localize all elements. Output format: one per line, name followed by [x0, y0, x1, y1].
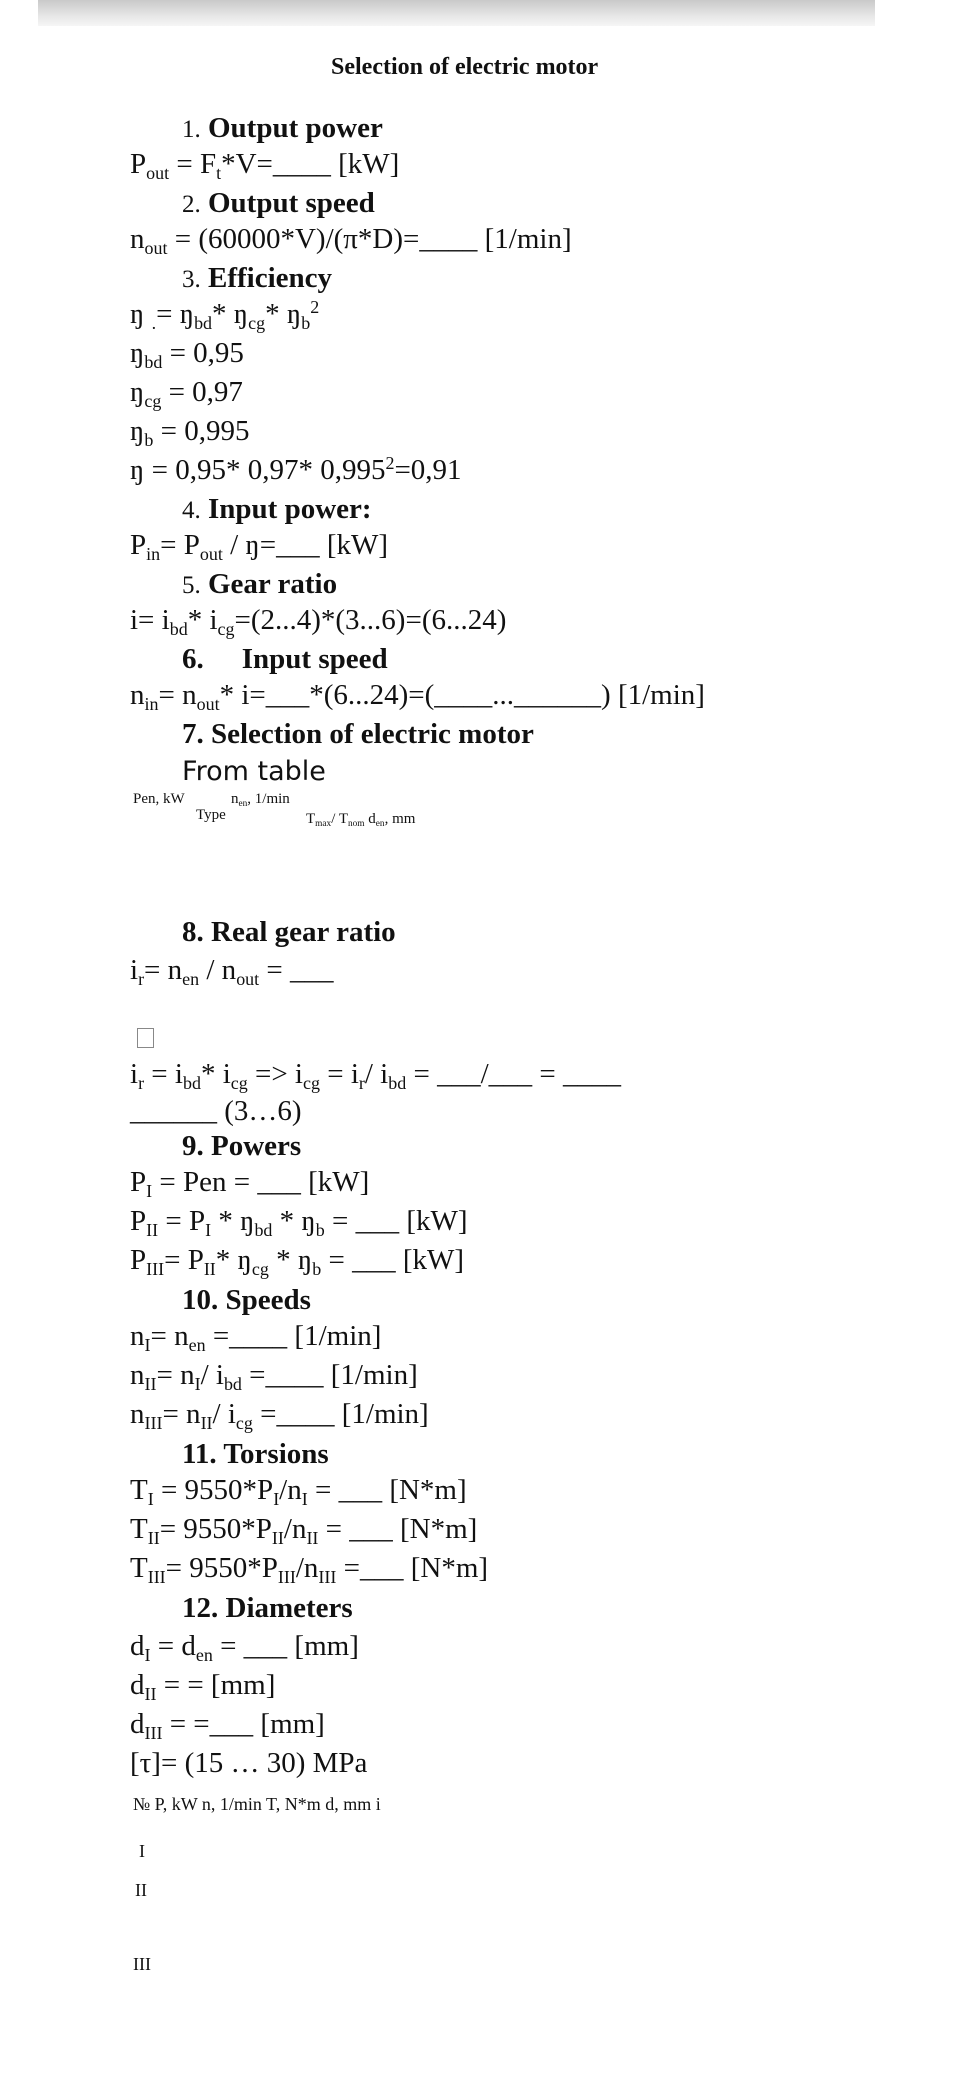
eq-output-power: $P_{out}$ = $F_t*V=\_\_\_\_$ [kW]	[130, 148, 400, 183]
eq-torsion-1: $T_I = 9550*P_I/n_I$ = ___ [N*m]	[130, 1474, 467, 1509]
eq-efficiency-b: $ŋ_b = 0,995$	[130, 415, 250, 450]
final-table-row: II	[135, 1880, 147, 1900]
eq-efficiency-result: ŋ = 0,95* 0,97* $0,995^2=0,91$	[130, 453, 462, 486]
eq-power-1: $P_I$ = Pen = ___ [kW]	[130, 1166, 370, 1201]
eq-efficiency-bd: $ŋ_{bd} = 0,95$	[130, 337, 244, 372]
eq-output-speed: $n_{out}$ = (60000*V)/(π*D)=____ [1/min]	[130, 223, 572, 258]
eq-input-speed: $n_{in}= n_{out}*$ i=___*(6...24)=(____...______) [1/min]	[130, 679, 705, 714]
heading-input-power: 4. Input power:	[182, 493, 372, 525]
heading-speeds: 10. Speeds	[182, 1284, 311, 1316]
eq-diameter-2: $d_{II}$ = = [mm]	[130, 1669, 276, 1704]
from-table-label: From table	[182, 756, 326, 787]
eq-allowable-stress: [τ]= (15 … 30) MPa	[130, 1747, 368, 1779]
checkbox[interactable]	[137, 1028, 154, 1048]
eq-input-power: $P_{in}= P_{out}$ / ŋ=___ [kW]	[130, 529, 389, 564]
heading-diameters: 12. Diameters	[182, 1592, 353, 1624]
eq-power-2: $P_{II} = P_I$ * $ŋ_{bd}$ * $ŋ_b$ = ___ [kW]	[130, 1205, 468, 1240]
final-table-header: № P, kW n, 1/min T, N*m d, mm i	[133, 1794, 381, 1814]
eq-diameter-1: $d_I = d_{en}$ = ___ [mm]	[130, 1630, 359, 1665]
heading-output-power: 1. Output power	[182, 112, 383, 144]
final-table-row: I	[139, 1841, 145, 1861]
heading-torsions: 11. Torsions	[182, 1438, 329, 1470]
page-title: Selection of electric motor	[331, 54, 599, 80]
eq-efficiency-total: ŋ $_.= ŋ_{bd}*$ $ŋ_{cg}*$ $ŋ_b^2$	[130, 297, 320, 333]
eq-cg-ratio: $i_r = i_{bd}*$ $i_{cg} => i_{cg} = i_r/$ $i_{bd}$ = ___/___ = ____	[130, 1058, 621, 1093]
top-shadow-bar	[38, 0, 875, 26]
eq-speed-2: $n_{II}= n_I/$ $i_{bd}$ =____ [1/min]	[130, 1359, 418, 1394]
heading-input-speed: 6. Input speed	[182, 643, 388, 675]
eq-efficiency-cg: $ŋ_{cg} = 0,97$	[130, 376, 243, 411]
table-header-nen: $n_{en}$, 1/min	[231, 791, 290, 809]
eq-power-3: $P_{III}= P_{II}*$ $ŋ_{cg}$ * $ŋ_b$ = ___ [kW]	[130, 1244, 465, 1279]
table-header-type: Type	[196, 807, 226, 823]
heading-real-gear-ratio: 8. Real gear ratio	[182, 916, 396, 948]
eq-torsion-3: $T_{III}= 9550*P_{III}/n_{III}$ =___ [N*m]	[130, 1552, 489, 1587]
final-table-row: III	[133, 1954, 151, 1974]
eq-diameter-3: $d_{III}$ = =___ [mm]	[130, 1708, 325, 1743]
table-header-tmax: $T_{max}/$ $T_{nom}$ $d_{en}$, mm	[306, 811, 416, 829]
eq-speed-1: $n_I= n_{en}$ =____ [1/min]	[130, 1320, 382, 1355]
heading-gear-ratio: 5. Gear ratio	[182, 568, 338, 600]
eq-gear-ratio: $i= i_{bd}*$ $i_{cg}=(2...4)*(3...6)=(6...24)$	[130, 604, 507, 639]
eq-speed-3: $n_{III}= n_{II}/$ $i_{cg}$ =____ [1/min]	[130, 1398, 429, 1433]
table-header-pen: Pen, kW	[133, 791, 185, 807]
heading-powers: 9. Powers	[182, 1130, 302, 1162]
eq-real-gear-ratio: $i_r= n_{en} / n_{out}$ = ___	[130, 954, 334, 989]
heading-output-speed: 2. Output speed	[182, 187, 375, 219]
eq-torsion-2: $T_{II}= 9550*P_{II}/n_{II}$ = ___ [N*m]	[130, 1513, 478, 1548]
heading-efficiency: 3. Efficiency	[182, 262, 333, 294]
heading-selection-motor: 7. Selection of electric motor	[182, 718, 534, 750]
eq-cg-range: ______ (3…6)	[130, 1095, 302, 1127]
